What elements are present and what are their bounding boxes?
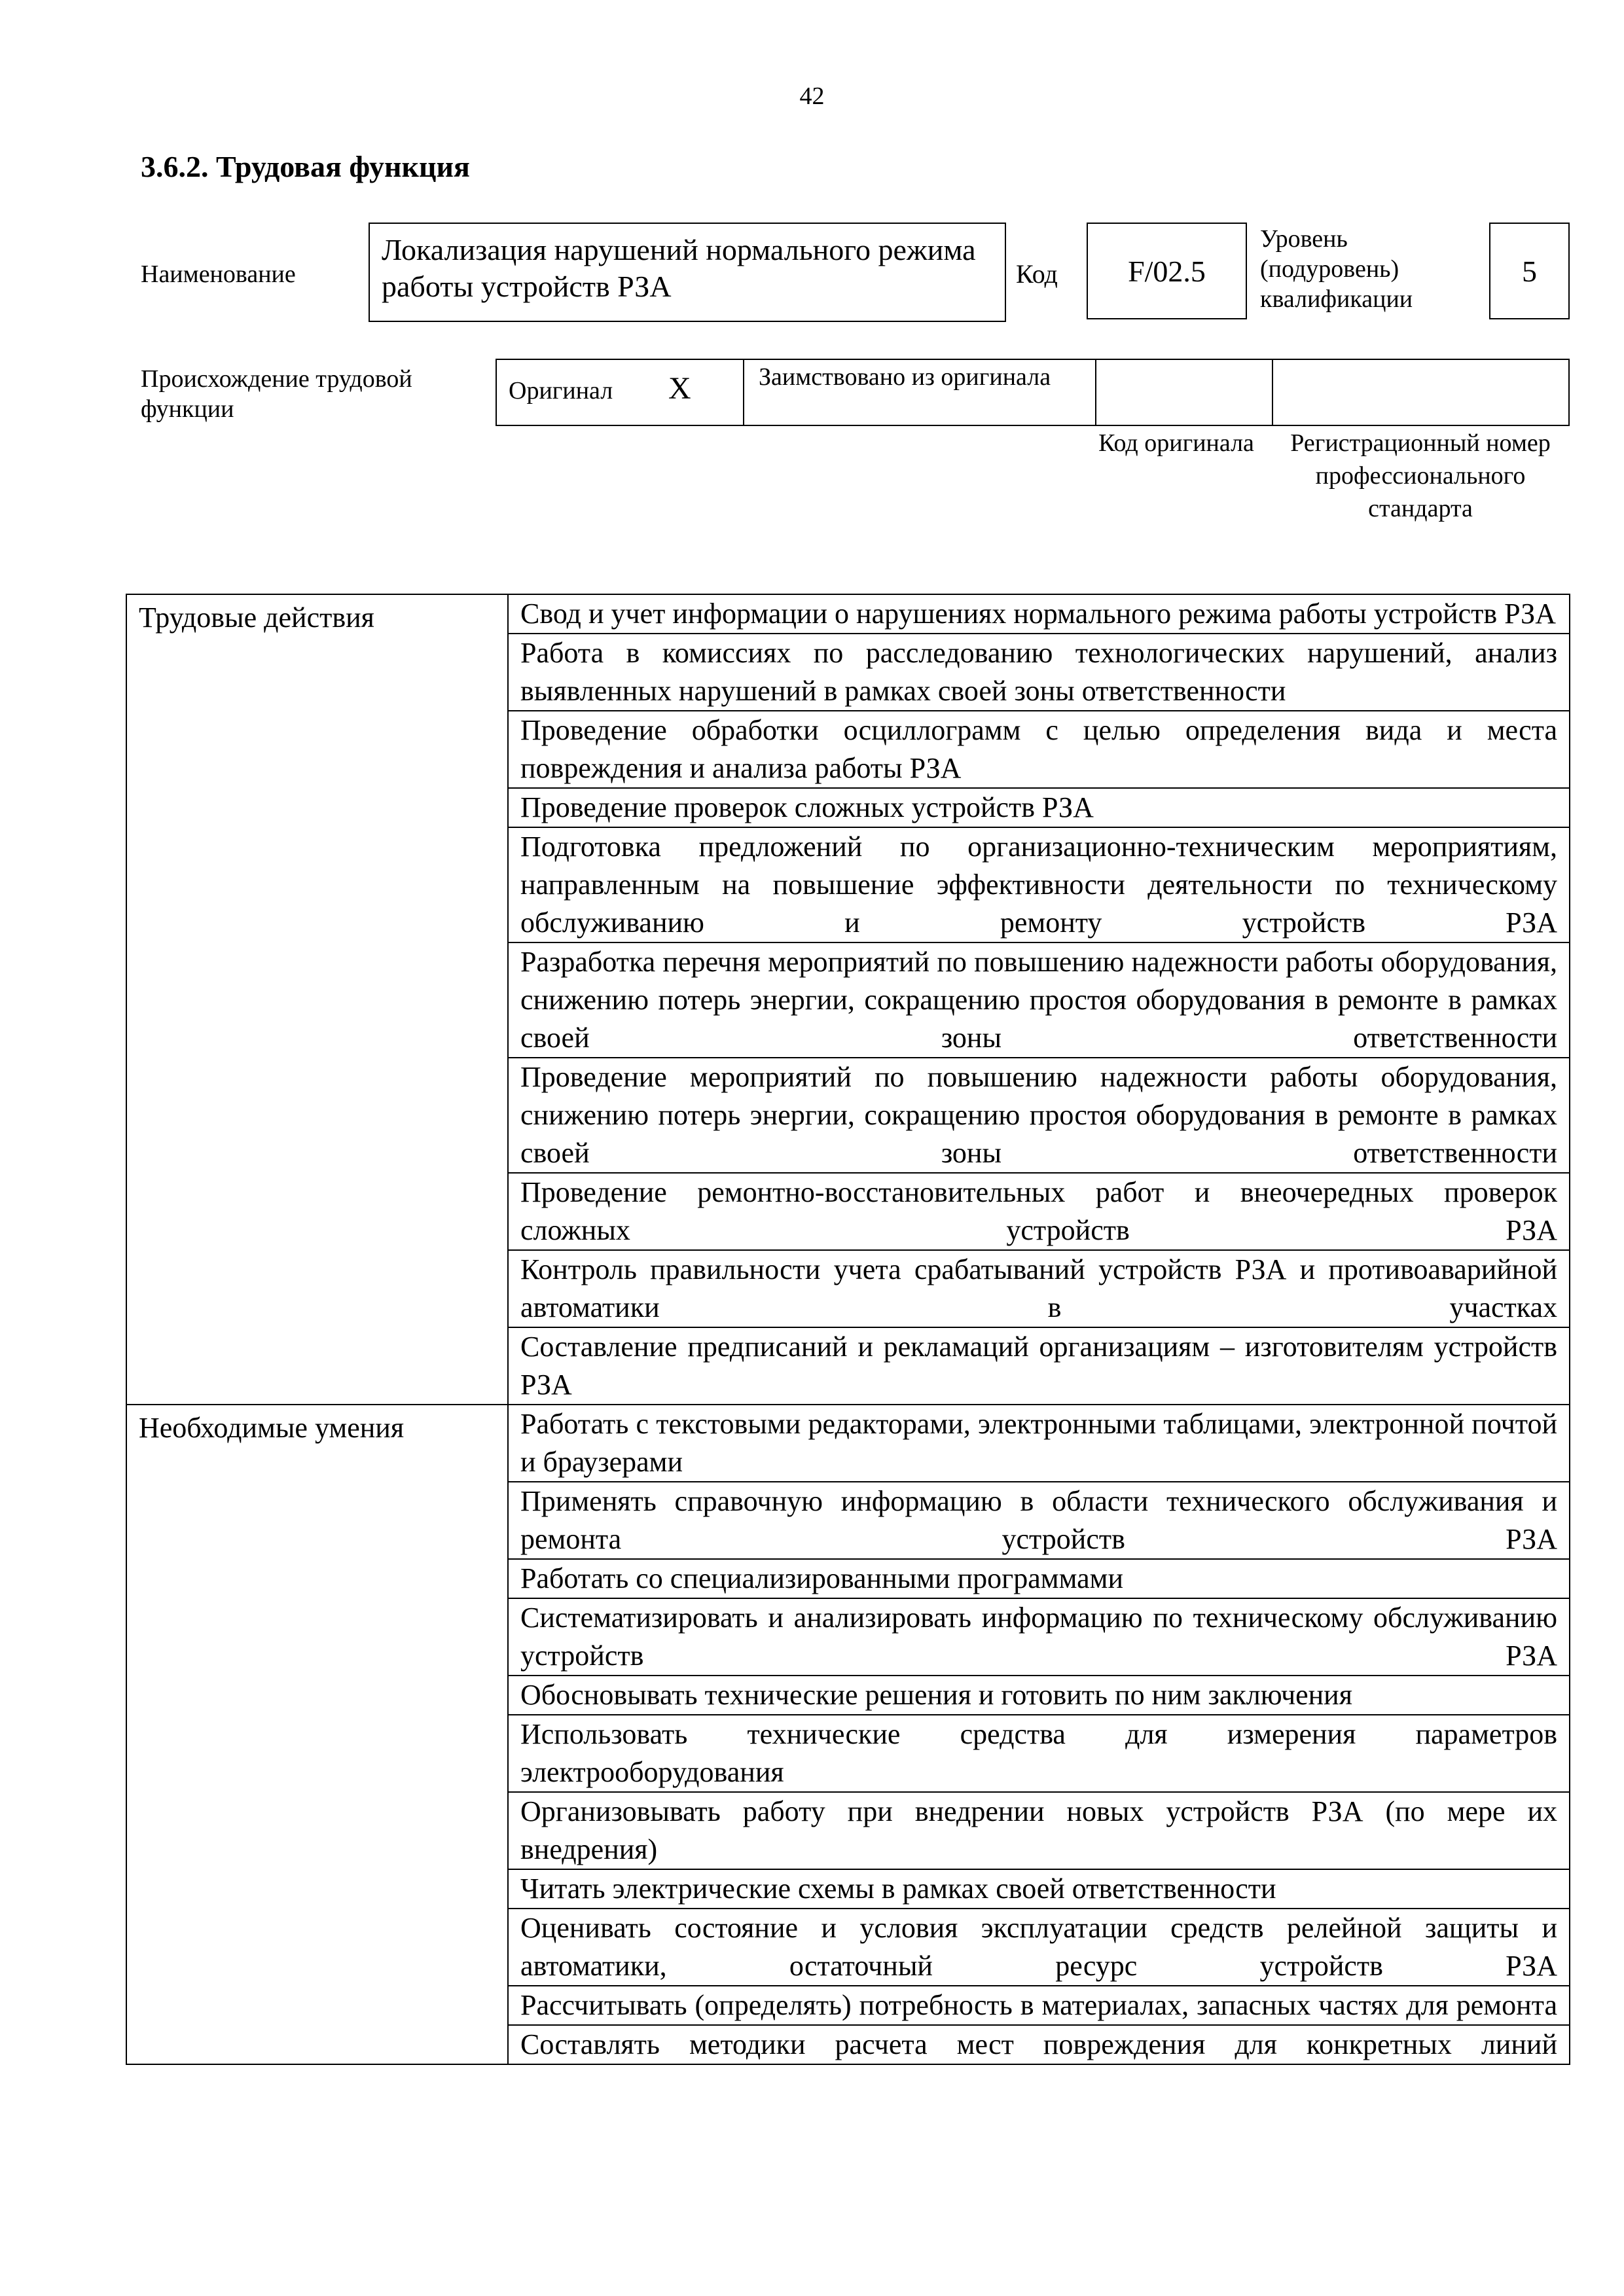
item-cell: Проведение ремонтно-восстановительных работ и внеочередных проверок сложных устройств РЗА (508, 1173, 1570, 1250)
item-cell: Работа в комиссиях по расследованию технологических нарушений, анализ выявленных нарушений в рамках своей зоны ответственности (508, 634, 1570, 711)
item-cell: Использовать технические средства для измерения параметров электрооборудования (508, 1715, 1570, 1792)
labor-function-table (126, 594, 1570, 2065)
origin-reg-number-cell (1273, 360, 1568, 425)
code-label: Код (1016, 259, 1058, 289)
item-cell: Применять справочную информацию в области технического обслуживания и ремонта устройств РЗА (508, 1482, 1570, 1559)
item-cell: Работать со специализированными программами (508, 1559, 1570, 1598)
origin-original-cell (497, 360, 744, 425)
item-cell: Читать электрические схемы в рамках своей ответственности (508, 1869, 1570, 1909)
category-cell: Необходимые умения (126, 1405, 508, 2064)
name-value-box (369, 223, 1006, 322)
item-cell: Организовывать работу при внедрении новых устройств РЗА (по мере их внедрения) (508, 1792, 1570, 1869)
code-value-box (1087, 223, 1247, 319)
item-cell: Проведение мероприятий по повышению надежности работы оборудования, снижению потерь энергии, сокращению простоя оборудования в ремонте в рамках своей зоны ответственности (508, 1058, 1570, 1173)
level-label: Уровень (подуровень) квалификации (1260, 225, 1413, 313)
table-row (126, 594, 1570, 634)
item-cell: Систематизировать и анализировать информацию по техническому обслуживанию устройств РЗА (508, 1598, 1570, 1676)
level-value-box (1489, 223, 1570, 319)
table-row (126, 1405, 1570, 1482)
item-cell: Разработка перечня мероприятий по повышению надежности работы оборудования, снижению потерь энергии, сокращению простоя оборудования в ремонте в рамках своей зоны ответственности (508, 942, 1570, 1058)
code-value: F/02.5 (1128, 254, 1206, 288)
origin-code-cell (1096, 360, 1273, 425)
name-label: Наименование (141, 260, 296, 288)
code-original-caption: Код оригинала (1098, 429, 1254, 457)
item-cell: Обосновывать технические решения и готовить по ним заключения (508, 1676, 1570, 1715)
section-title: 3.6.2. Трудовая функция (141, 150, 470, 183)
item-cell: Работать с текстовыми редакторами, электронными таблицами, электронной почтой и браузерами (508, 1405, 1570, 1482)
borrowed-label: Заимствовано из оригинала (759, 363, 1051, 391)
item-cell: Составлять методики расчета мест повреждения для конкретных линий (508, 2025, 1570, 2064)
page-number: 42 (799, 82, 825, 110)
item-cell: Составление предписаний и рекламаций организациям – изготовителям устройств РЗА (508, 1327, 1570, 1405)
item-cell: Подготовка предложений по организационно-техническим мероприятиям, направленным на повышение эффективности деятельности по техническому обслуживанию и ремонту устройств РЗА (508, 827, 1570, 942)
level-value: 5 (1522, 254, 1537, 288)
item-cell: Свод и учет информации о нарушениях нормального режима работы устройств РЗА (508, 594, 1570, 634)
name-value: Локализация нарушений нормального режима работы устройств РЗА (382, 233, 976, 303)
origin-label: Происхождение трудовой функции (141, 365, 412, 423)
item-cell: Оценивать состояние и условия эксплуатации средств релейной защиты и автоматики, остаточный ресурс устройств РЗА (508, 1909, 1570, 1986)
item-cell: Проведение обработки осциллограмм с целью определения вида и места повреждения и анализа работы РЗА (508, 711, 1570, 788)
original-label: Оригинал (509, 377, 613, 404)
original-mark: X (668, 371, 691, 406)
category-cell: Трудовые действия (126, 594, 508, 1405)
origin-borrowed-cell (744, 360, 1096, 425)
item-cell: Проведение проверок сложных устройств РЗА (508, 788, 1570, 827)
item-cell: Рассчитывать (определять) потребность в материалах, запасных частях для ремонта (508, 1986, 1570, 2025)
origin-table (496, 359, 1570, 426)
reg-number-caption: Регистрационный номер профессионального стандарта (1290, 429, 1551, 522)
item-cell: Контроль правильности учета срабатываний устройств РЗА и противоаварийной автоматики в участках (508, 1250, 1570, 1327)
